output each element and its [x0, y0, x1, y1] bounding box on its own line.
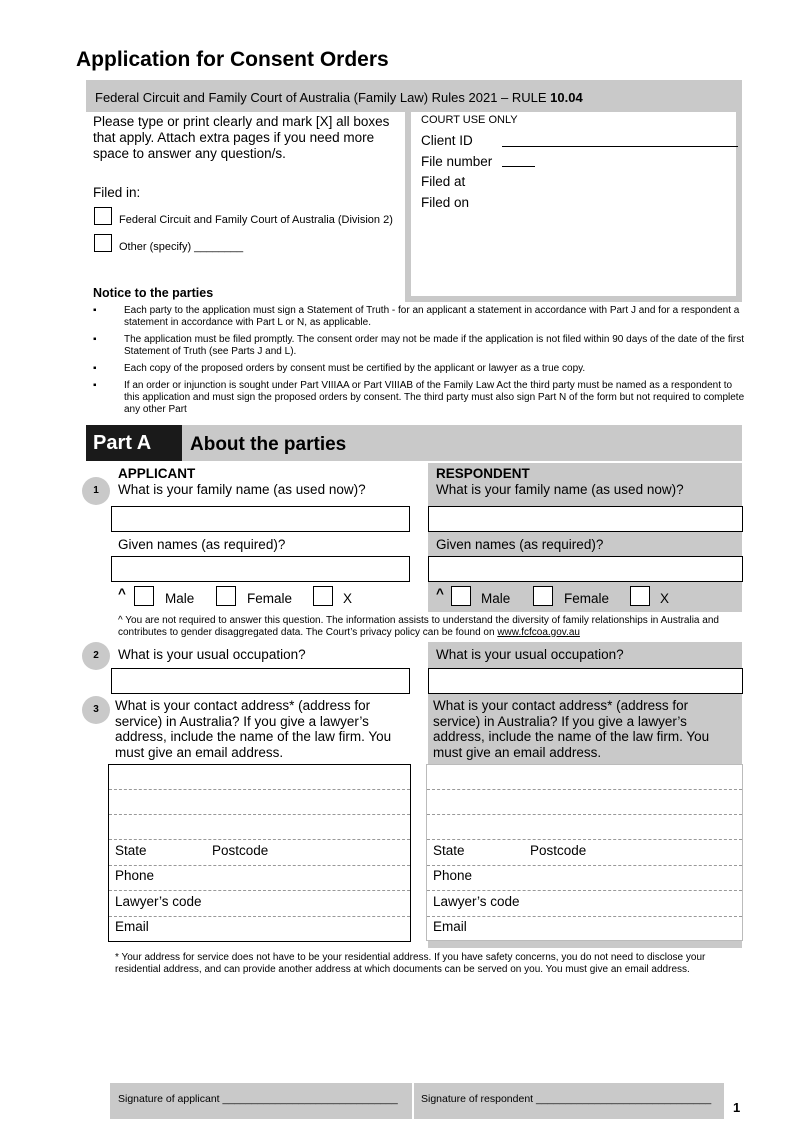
applicant-phone-row[interactable] [109, 866, 410, 891]
applicant-state-row[interactable] [109, 840, 410, 866]
applicant-lawyers-code-row[interactable] [109, 891, 410, 917]
notice-list [93, 305, 745, 421]
respondent-signature-field[interactable]: Signature of respondent ______________________________ [421, 1093, 712, 1105]
respondent-occupation-label: What is your usual occupation? [436, 647, 624, 662]
applicant-address-line-2[interactable] [109, 790, 410, 815]
respondent-lawyers-code-row[interactable] [427, 891, 742, 917]
notice-item: ▪ If an order or injunction is sought under Part VIIIAA or Part VIIIAB of the Family Law Act the third party must be named as a respondent to this application and must sign the proposed orders by consent. The third party must also sign Part N of the form but not required to complete any other Part [93, 380, 745, 415]
respondent-occupation-input[interactable] [428, 668, 743, 694]
court-use-panel [405, 112, 742, 302]
question-2-number: 2 [82, 642, 110, 670]
address-for-service-note: * Your address for service does not have to be your residential address. If you have safety concerns, you do not need to disclose your residential address, and can provide another address at which documents can be served on you. You must give an email address. [115, 952, 706, 975]
division2-checkbox[interactable] [94, 207, 112, 225]
respondent-phone-row[interactable] [427, 866, 742, 891]
applicant-email-label: Email [115, 919, 149, 934]
respondent-gender-caret: ^ [436, 586, 444, 601]
page-title: Application for Consent Orders [76, 48, 389, 71]
respondent-addr-bottom-bg [428, 940, 742, 948]
respondent-family-name-label: What is your family name (as used now)? [436, 482, 684, 497]
applicant-female-checkbox[interactable] [216, 586, 236, 606]
rule-number: 10.04 [550, 90, 583, 105]
applicant-gender-caret: ^ [118, 586, 126, 601]
client-id-field[interactable] [502, 146, 738, 147]
page-number: 1 [733, 1100, 741, 1115]
respondent-female-checkbox[interactable] [533, 586, 553, 606]
question-3-number: 3 [82, 696, 110, 724]
respondent-male-label: Male [481, 591, 511, 606]
signature-bar [110, 1083, 724, 1119]
instructions: Please type or print clearly and mark [X] all boxes that apply. Attach extra pages if you need more space to answer any question/s. [93, 114, 390, 161]
rule-bar [86, 80, 742, 112]
respondent-given-names-label: Given names (as required)? [436, 537, 604, 552]
respondent-male-checkbox[interactable] [451, 586, 471, 606]
other-court-label: Other (specify) ________ [119, 241, 244, 253]
respondent-heading: RESPONDENT [436, 466, 530, 481]
respondent-address-line-3[interactable] [427, 815, 742, 840]
applicant-state-label: State [115, 843, 147, 858]
respondent-address-label: What is your contact address* (address for service) in Australia? If you give a lawyer’s address, include the name of the law firm. You must give an email address. [433, 698, 710, 760]
respondent-phone-label: Phone [433, 868, 473, 883]
respondent-postcode-label: Postcode [530, 843, 587, 858]
notice-heading: Notice to the parties [93, 286, 214, 300]
division2-label: Federal Circuit and Family Court of Australia (Division 2) [119, 214, 393, 226]
applicant-x-checkbox[interactable] [313, 586, 333, 606]
file-number-field[interactable] [502, 166, 535, 167]
respondent-family-name-input[interactable] [428, 506, 743, 532]
bullet-icon: ▪ [93, 305, 97, 316]
respondent-state-label: State [433, 843, 465, 858]
applicant-postcode-label: Postcode [212, 843, 269, 858]
respondent-state-row[interactable] [427, 840, 742, 866]
client-id-label: Client ID [421, 133, 473, 148]
applicant-male-checkbox[interactable] [134, 586, 154, 606]
respondent-address-line-2[interactable] [427, 790, 742, 815]
applicant-address-line-3[interactable] [109, 815, 410, 840]
filed-at-label: Filed at [421, 174, 466, 189]
applicant-address-line-1[interactable] [109, 765, 410, 790]
applicant-address-box [108, 764, 411, 942]
question-1-number: 1 [82, 477, 110, 505]
respondent-email-row[interactable] [427, 917, 742, 941]
gender-note: ^ You are not required to answer this question. The information assists to understand the diversity of family relationships in Australia and contributes to gender disaggregated data. The Court’s privacy policy can be found on www.fcfcoa.gov.au [118, 615, 719, 638]
filed-in-label: Filed in: [93, 185, 141, 200]
applicant-given-names-input[interactable] [111, 556, 410, 582]
applicant-heading: APPLICANT [118, 466, 196, 481]
applicant-x-label: X [343, 591, 353, 606]
other-court-checkbox[interactable] [94, 234, 112, 252]
applicant-occupation-label: What is your usual occupation? [118, 647, 306, 662]
respondent-lawyers-code-label: Lawyer’s code [433, 894, 520, 909]
applicant-phone-label: Phone [115, 868, 155, 883]
bullet-icon: ▪ [93, 380, 97, 391]
respondent-female-label: Female [564, 591, 610, 606]
applicant-given-names-label: Given names (as required)? [118, 537, 286, 552]
rule-text: Federal Circuit and Family Court of Australia (Family Law) Rules 2021 – RULE 10.04 [95, 90, 583, 105]
part-a-bar [86, 425, 742, 461]
applicant-family-name-input[interactable] [111, 506, 410, 532]
bullet-icon: ▪ [93, 334, 97, 345]
file-number-label: File number [421, 154, 493, 169]
respondent-x-label: X [660, 591, 670, 606]
applicant-address-label: What is your contact address* (address for service) in Australia? If you give a lawyer’s address, include the name of the law firm. You must give an email address. [115, 698, 392, 760]
court-use-title: COURT USE ONLY [421, 114, 518, 126]
notice-item: ▪ Each party to the application must sign a Statement of Truth - for an applicant a statement in accordance with Part J and for a respondent a statement in accordance with Part L or N, as applicable. [93, 305, 740, 328]
respondent-given-names-input[interactable] [428, 556, 743, 582]
fcfcoa-link[interactable]: www.fcfcoa.gov.au [497, 626, 580, 638]
applicant-female-label: Female [247, 591, 293, 606]
applicant-occupation-input[interactable] [111, 668, 410, 694]
applicant-lawyers-code-label: Lawyer’s code [115, 894, 202, 909]
applicant-signature-field[interactable]: Signature of applicant ______________________________ [118, 1093, 398, 1105]
notice-item: ▪ The application must be filed promptly. The consent order may not be made if the application is not filed within 90 days of the date of the first Statement of Truth (see Parts J and L). [93, 334, 744, 357]
applicant-family-name-label: What is your family name (as used now)? [118, 482, 366, 497]
respondent-address-line-1[interactable] [427, 765, 742, 790]
part-a-title: About the parties [190, 434, 347, 455]
bullet-icon: ▪ [93, 363, 97, 374]
applicant-male-label: Male [165, 591, 195, 606]
notice-item: ▪ Each copy of the proposed orders by consent must be certified by the applicant or lawyer as a true copy. [93, 363, 586, 374]
signature-divider [412, 1083, 414, 1119]
part-a-label: Part A [86, 425, 182, 461]
respondent-address-box [426, 764, 743, 941]
filed-on-label: Filed on [421, 195, 470, 210]
respondent-email-label: Email [433, 919, 467, 934]
respondent-x-checkbox[interactable] [630, 586, 650, 606]
applicant-email-row[interactable] [109, 917, 410, 941]
